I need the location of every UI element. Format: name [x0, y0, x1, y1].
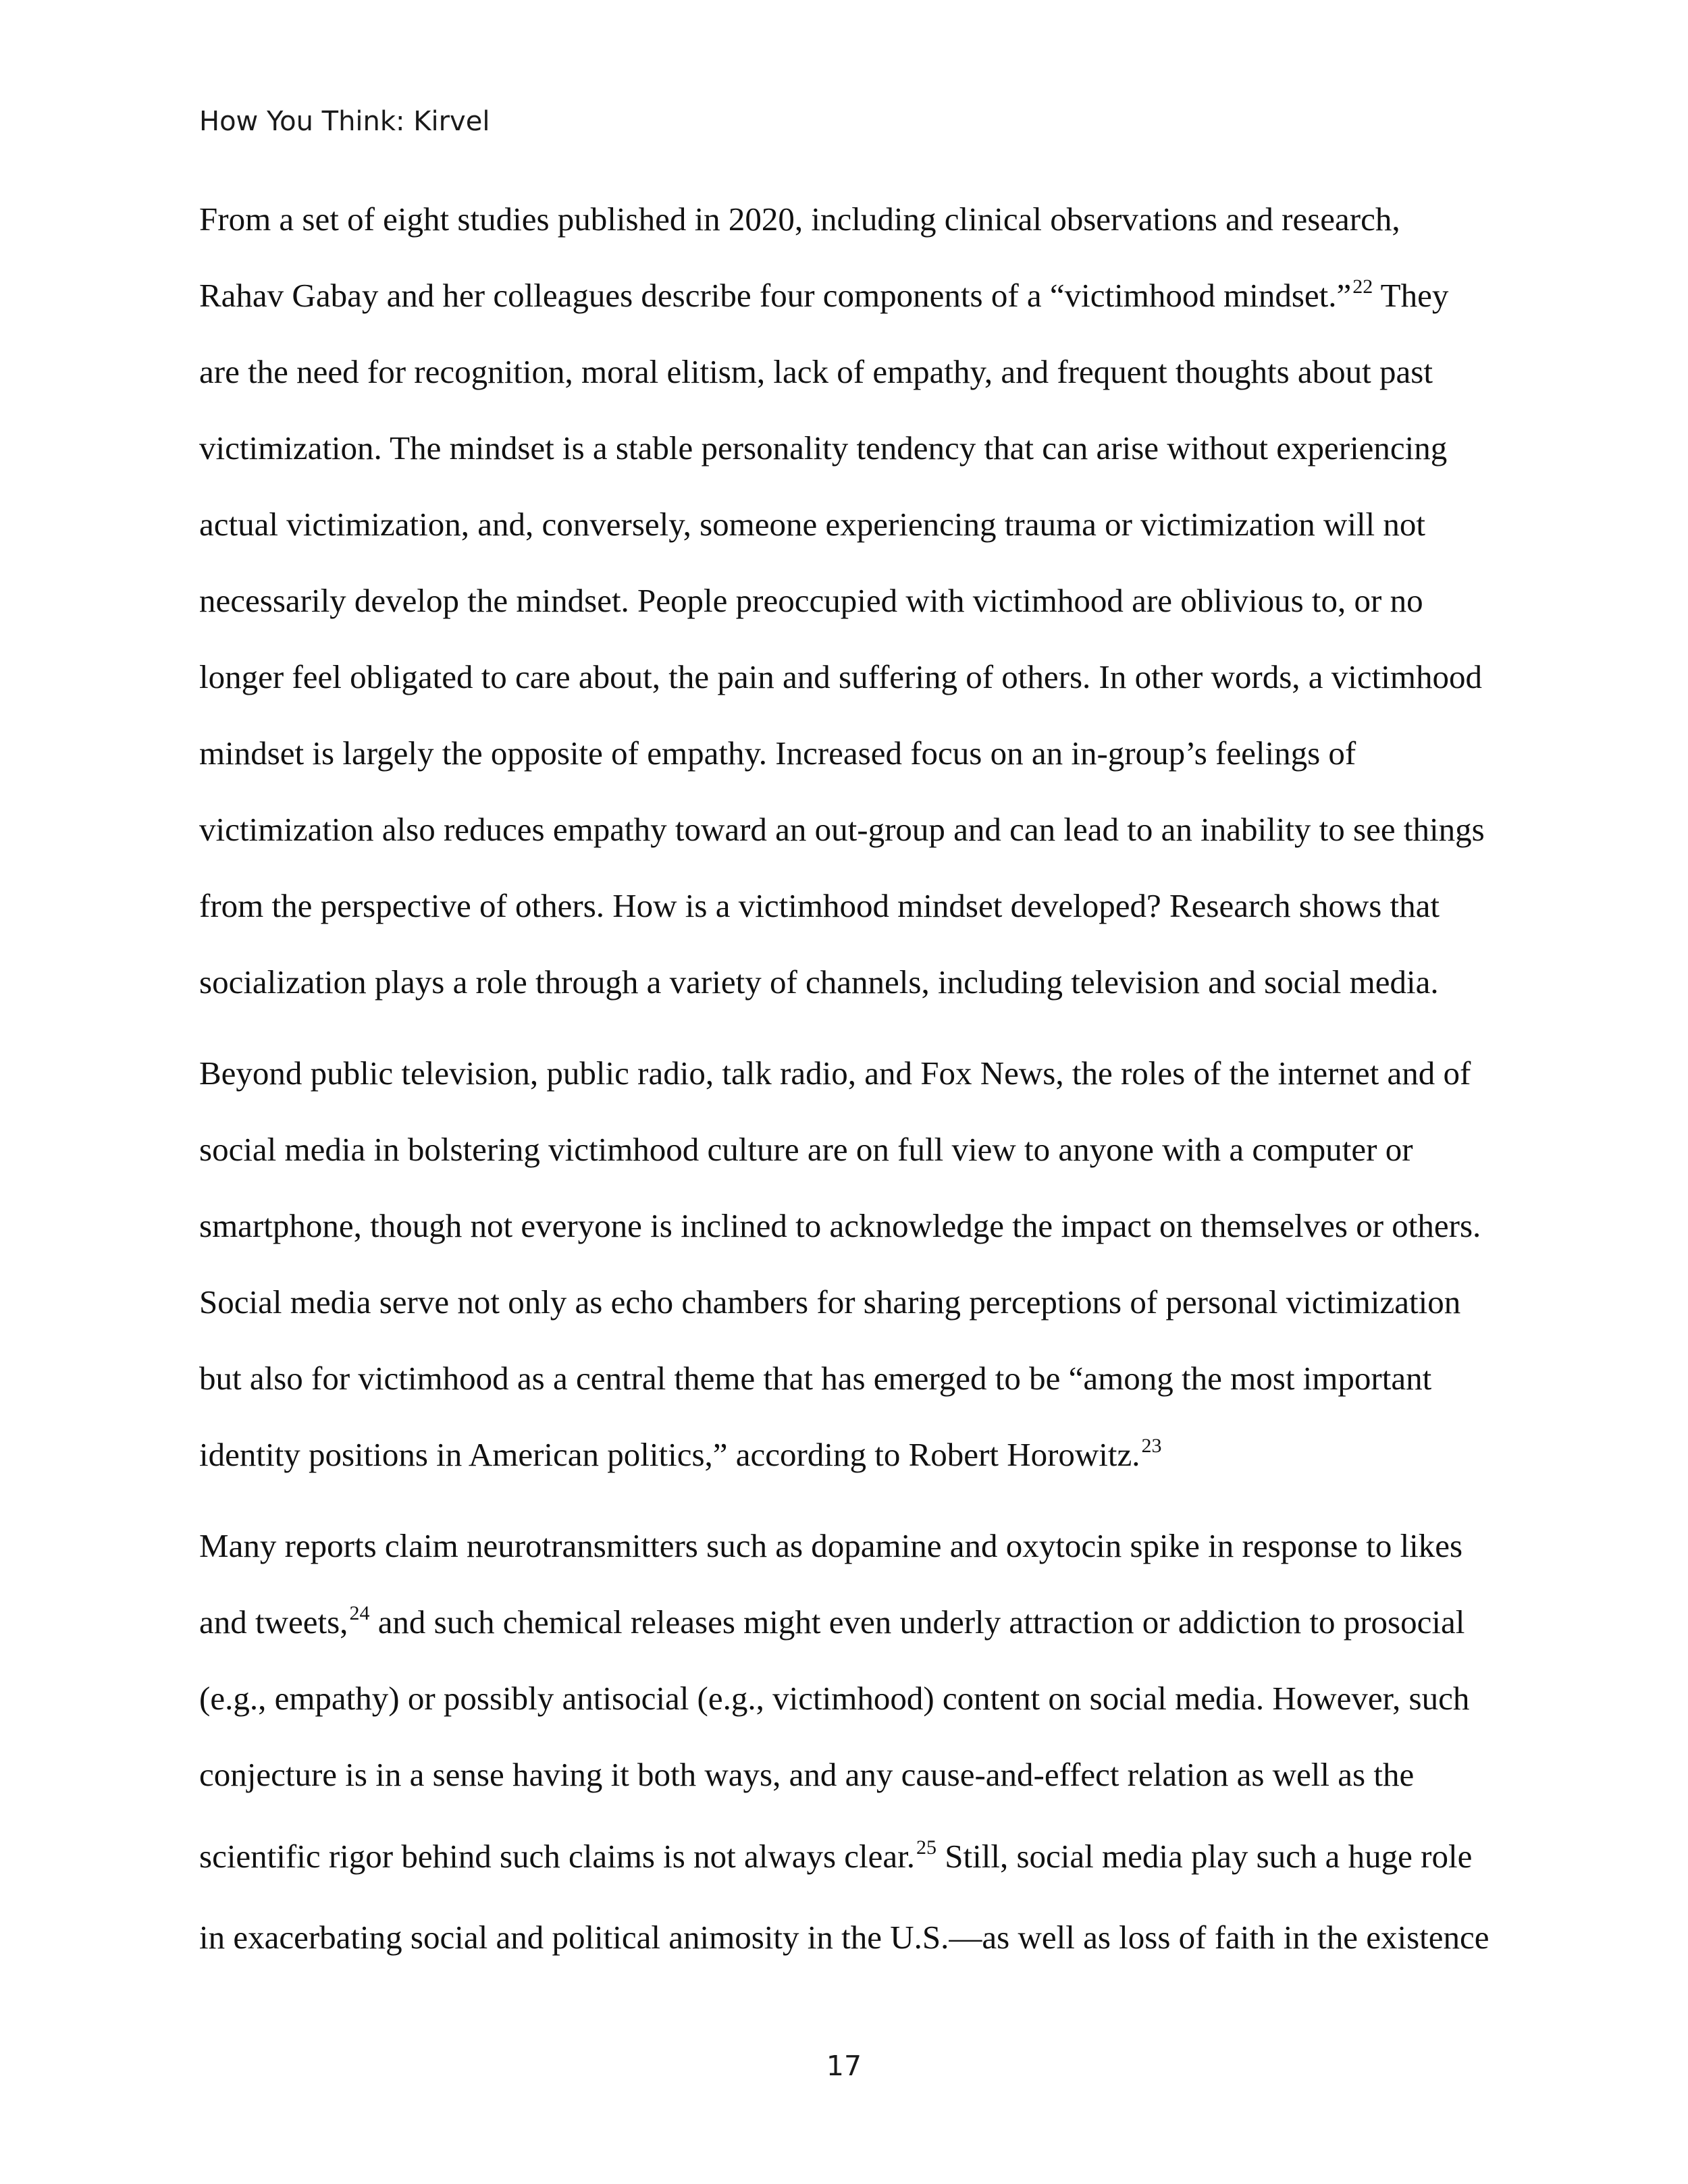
text-line [199, 1050, 1471, 1097]
line-text: social media in bolstering victimhood culture are on full view to anyone with a computer or [199, 1131, 1413, 1168]
line-text: identity positions in American politics,” according to Robert Horowitz. [199, 1436, 1140, 1473]
text-line [199, 501, 1425, 548]
text-line [199, 425, 1447, 472]
line-text: scientific rigor behind such claims is not always clear. [199, 1838, 916, 1875]
line-text: in exacerbating social and political animosity in the U.S.—as well as loss of faith in the existence [199, 1919, 1489, 1956]
text-line [199, 959, 1439, 1006]
line-text: conjecture is in a sense having it both ways, and any cause-and-effect relation as well as the [199, 1756, 1415, 1793]
line-text: from the perspective of others. How is a victimhood mindset developed? Research shows that [199, 887, 1440, 924]
footnote-reference[interactable]: 23 [1141, 1435, 1162, 1457]
line-text: smartphone, though not everyone is inclined to acknowledge the impact on themselves or others. [199, 1207, 1481, 1244]
text-line [199, 1675, 1469, 1722]
line-text: Rahav Gabay and her colleagues describe four components of a “victimhood mindset.” [199, 277, 1352, 314]
line-text: Many reports claim neurotransmitters such as dopamine and oxytocin spike in response to likes [199, 1527, 1463, 1564]
text-line [199, 882, 1440, 930]
text-line [199, 196, 1400, 243]
line-text: From a set of eight studies published in 2020, including clinical observations and research, [199, 201, 1400, 238]
line-text: and tweets, [199, 1603, 348, 1641]
line-text: are the need for recognition, moral elitism, lack of empathy, and frequent thoughts about past [199, 353, 1433, 390]
text-line [199, 272, 1448, 319]
line-text: but also for victimhood as a central theme that has emerged to be “among the most important [199, 1360, 1432, 1397]
text-line [199, 654, 1482, 701]
line-text: Beyond public television, public radio, talk radio, and Fox News, the roles of the internet and of [199, 1055, 1471, 1092]
line-text: socialization plays a role through a variety of channels, including television and social media. [199, 963, 1439, 1001]
line-text: actual victimization, and, conversely, someone experiencing trauma or victimization will not [199, 506, 1426, 543]
footnote-reference[interactable]: 25 [916, 1836, 937, 1859]
line-text: mindset is largely the opposite of empathy. Increased focus on an in-group’s feelings of [199, 735, 1356, 772]
line-text-continued: and such chemical releases might even underly attraction or addiction to prosocial [369, 1603, 1465, 1641]
text-line [199, 1522, 1462, 1570]
line-text: longer feel obligated to care about, the pain and suffering of others. In other words, a victimhood [199, 658, 1482, 695]
text-line [199, 348, 1433, 396]
text-line [199, 1355, 1431, 1402]
text-line [199, 806, 1485, 853]
text-line [199, 1599, 1465, 1646]
page-number: 17 [826, 2050, 862, 2082]
line-text-continued: They [1373, 277, 1449, 314]
running-header: How You Think: Kirvel [199, 106, 490, 137]
text-line [199, 1431, 1162, 1479]
line-text-continued: Still, social media play such a huge role [937, 1838, 1473, 1875]
line-text: Social media serve not only as echo chambers for sharing perceptions of personal victimization [199, 1283, 1461, 1321]
text-line [199, 1914, 1489, 1961]
line-text: (e.g., empathy) or possibly antisocial (e.g., victimhood) content on social media. However, such [199, 1680, 1470, 1717]
text-line [199, 1279, 1460, 1326]
text-line [199, 1126, 1413, 1173]
line-text: victimization also reduces empathy toward an out-group and can lead to an inability to see things [199, 811, 1485, 848]
line-text: victimization. The mindset is a stable personality tendency that can arise without experiencing [199, 429, 1448, 467]
text-line [199, 730, 1356, 777]
text-line [199, 1751, 1414, 1799]
footnote-reference[interactable]: 22 [1352, 275, 1373, 298]
text-line [199, 1833, 1472, 1880]
text-line [199, 577, 1423, 624]
line-text: necessarily develop the mindset. People preoccupied with victimhood are oblivious to, or no [199, 582, 1423, 619]
text-line [199, 1202, 1481, 1250]
footnote-reference[interactable]: 24 [349, 1602, 370, 1624]
